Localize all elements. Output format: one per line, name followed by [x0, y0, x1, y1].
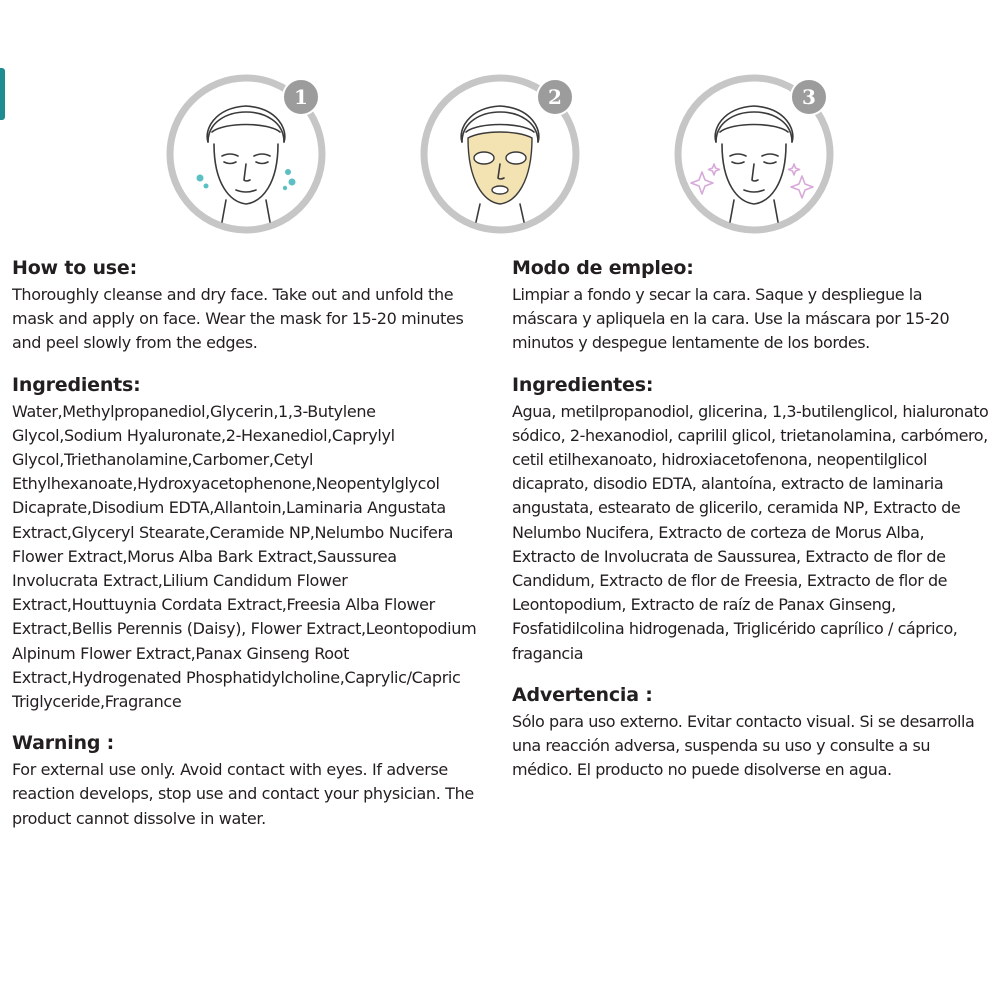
- ingredients-text: Water,Methylpropanediol,Glycerin,1,3-Butylene Glycol,Sodium Hyaluronate,2-Hexanediol,Caprylyl Glycol,Triethanolamine,Carbomer,Cetyl Ethylhexanoate,Hydroxyacetophenone,Neopentylglycol Dicaprate,Disodium EDTA,Allantoin,Laminaria Angustata Extract,Glyceryl Stearate,Ceramide NP,Nelumbo Nucifera Flower Extract,Morus Alba Bark Extract,Saussurea Involucrata Extract,Lilium Candidum Flower Extract,Houttuynia Cordata Extract,Freesia Alba Flower Extract,Bellis Perennis (Daisy), Flower Extract,Leontopodium Alpinum Flower Extract,Panax Ginseng Root Extract,Hydrogenated Phosphatidylcholine,Caprylic/Capric Triglyceride,Fragrance: [12, 401, 477, 712]
- modo-de-empleo-heading: Modo de empleo:: [512, 257, 694, 279]
- advertencia-section: [512, 682, 990, 783]
- modo-de-empleo-text: Limpiar a fondo y secar la cara. Saque y despliegue la máscara y apliquela en la cara. Use la máscara por 15-20 minutos y despegue lentamente de los bordes.: [512, 285, 950, 353]
- warning-heading: Warning :: [12, 732, 115, 755]
- warning-text: For external use only. Avoid contact with eyes. If adverse reaction develops, stop use and contact your physician. The product cannot dissolve in water.: [12, 760, 474, 828]
- ingredientes-text: Agua, metilpropanodiol, glicerina, 1,3-butilenglicol, hialuronato sódico, 2-hexanodiol, caprilil glicol, trietanolamina, carbómero, cetil etilhexanoato, hidroxiacetofenona, neopentilglicol dicaprato, disodio EDTA, alantoína, extracto de laminaria angustata, estearato de glicerilo, ceramida NP, Extracto de Nelumbo Nucifera, Extracto de corteza de Morus Alba, Extracto de Involucrata de Saussurea, Extracto de flor de Candidum, Extracto de flor de Freesia, Extracto de flor de Leontopodium, Extracto de raíz de Panax Ginseng, Fosfatidilcolina hidrogenada, Triglicérido caprílico / cáprico, fragancia: [512, 401, 989, 663]
- english-column: [12, 255, 482, 847]
- advertencia-heading: Advertencia :: [512, 683, 653, 706]
- step-number-badge: 1: [282, 78, 320, 116]
- ingredientes-section: [512, 372, 990, 666]
- step-number-badge: 3: [790, 78, 828, 116]
- how-to-use-text: Thoroughly cleanse and dry face. Take out and unfold the mask and apply on face. Wear the mask for 15-20 minutes and peel slowly from the edges.: [12, 285, 464, 353]
- ingredients-section: [12, 372, 482, 715]
- modo-de-empleo-section: [512, 255, 990, 356]
- spanish-column: [512, 255, 990, 798]
- how-to-use-heading: How to use:: [12, 257, 137, 279]
- step-2-illustration: [418, 72, 582, 236]
- step-1-illustration: [164, 72, 328, 236]
- ingredients-heading: Ingredients:: [12, 373, 141, 396]
- step-3-illustration: [672, 72, 836, 236]
- advertencia-text: Sólo para uso externo. Evitar contacto visual. Si se desarrolla una reacción adversa, suspenda su uso y consulte a su médico. El producto no puede disolverse en agua.: [512, 711, 975, 780]
- warning-section: [12, 730, 482, 831]
- ingredientes-heading: Ingredientes:: [512, 373, 654, 396]
- edge-tab-marker: [0, 68, 5, 120]
- how-to-use-section: [12, 255, 482, 356]
- step-number-badge: 2: [536, 78, 574, 116]
